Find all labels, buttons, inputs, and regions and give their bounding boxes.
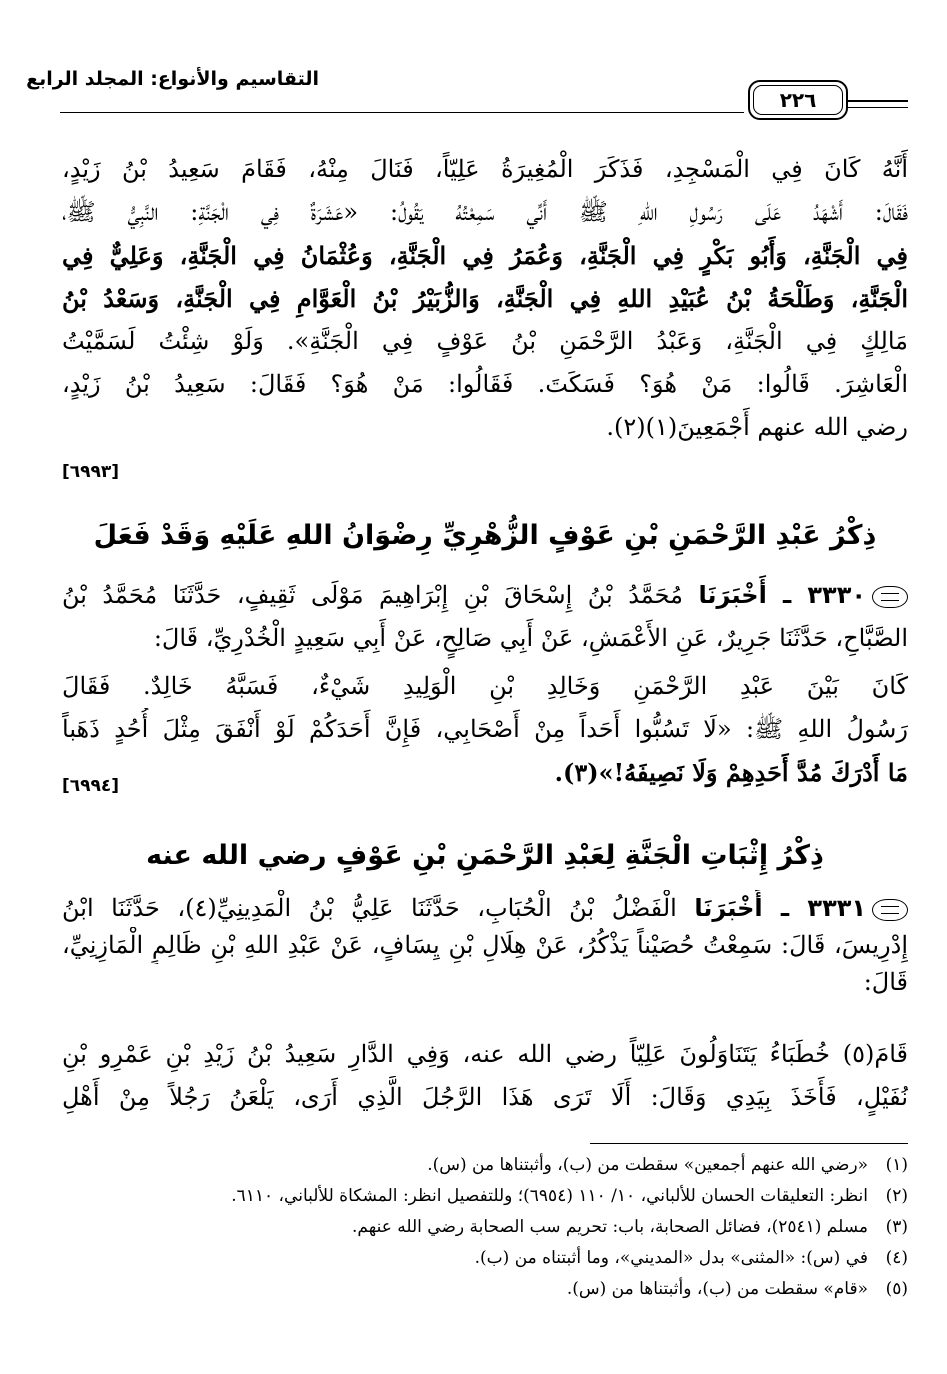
- footnote-text: «قام» سقطت من (ب)، وأثبتناها من (س).: [566, 1279, 868, 1299]
- footnote: [62, 1150, 908, 1181]
- footnote-number: (٤): [885, 1248, 908, 1268]
- hadith-number: ٣٣٣٠ ـ أَخْبَرَنَا: [698, 581, 866, 609]
- text-line: نُفَيْلٍ، فَأَخَذَ بِيَدِي وَقَالَ: أَلَا تَرَى هَذَا الرَّجُلَ الَّذِي أَرَى، يَلْعَنُ رَجُلاً مِنْ أَهْلِ: [62, 1083, 908, 1111]
- footnote-text: انظر: التعليقات الحسان للألباني، ١٠/ ١١٠ (٦٩٥٤)؛ وللتفصيل انظر: المشكاة للألباني، ٦١١٠.: [231, 1186, 868, 1206]
- isnad-line: إِدْرِيسَ، قَالَ: سَمِعْتُ حُصَيْناً يَذْكُرُ، عَنْ هِلَالِ بْنِ يِسَافٍ، عَنْ عَبْدِ اللهِ بْنِ ظَالِمٍ الْمَازِنِيِّ،: [62, 931, 908, 959]
- text-line: الْعَاشِرَ. قَالُوا: مَنْ هُوَ؟ فَسَكَتَ. فَقَالُوا: مَنْ هُوَ؟ فَقَالَ: سَعِيدُ بْنُ زَيْدٍ،: [62, 370, 908, 398]
- isnad-text: مُحَمَّدُ بْنُ إِسْحَاقَ بْنِ إِبْرَاهِيمَ مَوْلَى ثَقِيفٍ، حَدَّثَنَا مُحَمَّدُ بْنُ: [62, 581, 684, 609]
- hadith-text-block-1: [62, 148, 908, 449]
- isnad-line: [62, 890, 908, 927]
- text-line: مَا أَدْرَكَ مُدَّ أَحَدِهِمْ وَلَا نَصِيفَهُ!»(٣).: [554, 758, 908, 787]
- text-line: فَقَالَ: أَشْهَدُ عَلَى رَسُولِ اللهِ ﷺ أَنِّي سَمِعْتُهُ يَقُولُ: «عَشَرَةٌ فِي الْجَنَّةِ: النَّبِيُّ ﷺ،: [62, 198, 908, 226]
- ornament-icon: [872, 899, 908, 921]
- text-line: أَنَّهُ كَانَ فِي الْمَسْجِدِ، فَذَكَرَ الْمُغِيرَةُ عَلِيّاً، فَنَالَ مِنْهُ، فَقَامَ سَعِيدُ بْنُ زَيْدٍ،: [62, 155, 908, 183]
- page-number: ٢٢٦: [779, 88, 817, 112]
- ornament-icon: [872, 586, 908, 608]
- section-heading-1: ذِكْرُ عَبْدِ الرَّحْمَنِ بْنِ عَوْفٍ الزُّهْرِيِّ رِضْوَانُ اللهِ عَلَيْهِ وَقَدْ فَعَلَ: [93, 520, 877, 551]
- footnote: [62, 1212, 908, 1243]
- footnote-text: في (س): «المثنى» بدل «المديني»، وما أثبتناه من (ب).: [474, 1248, 868, 1268]
- hadith-text-block-2: [62, 574, 908, 660]
- text-line: فِي الْجَنَّةِ، وَأَبُو بَكْرٍ فِي الْجَنَّةِ، وَعُمَرُ فِي الْجَنَّةِ، وَعُثْمَانُ فِي الْجَنَّةِ، وَعَلِيٌّ فِي: [62, 241, 908, 270]
- footnote-text: «رضي الله عنهم أجمعين» سقطت من (ب)، وأثبتناها من (س).: [427, 1155, 868, 1175]
- hadith-reference-number: [٦٩٩٣]: [62, 462, 120, 482]
- hadith-number: ٣٣٣١ ـ أَخْبَرَنَا: [694, 894, 867, 922]
- footnote-text: مسلم (٢٥٤١)، فضائل الصحابة، باب: تحريم سب الصحابة رضي الله عنهم.: [352, 1217, 868, 1237]
- footnote: [62, 1181, 908, 1212]
- text-line: الْجَنَّةِ، وَطَلْحَةُ بْنُ عُبَيْدِ اللهِ فِي الْجَنَّةِ، وَالزُّبَيْرُ بْنُ الْعَوَّامِ فِي الْجَنَّةِ، وَسَعْدُ بْنُ: [62, 284, 908, 313]
- footnote-number: (٥): [885, 1279, 908, 1299]
- header-rule-right-thick: [848, 100, 908, 102]
- footnotes: [62, 1150, 908, 1305]
- footnote-number: (٣): [885, 1217, 908, 1237]
- text-line: مَالِكٍ فِي الْجَنَّةِ، وَعَبْدُ الرَّحْمَنِ بْنُ عَوْفٍ فِي الْجَنَّةِ». وَلَوْ شِئْتُ لَسَمَّيْتُ: [62, 327, 908, 355]
- hadith-reference-number: [٦٩٩٤]: [62, 776, 120, 796]
- text-line: كَانَ بَيْنَ عَبْدِ الرَّحْمَنِ وَخَالِدِ بْنِ الْوَلِيدِ شَيْءٌ، فَسَبَّهُ خَالِدٌ. فَقَالَ: [62, 672, 908, 700]
- hadith-text-block-3: [62, 890, 908, 1001]
- footnote-number: (١): [885, 1155, 908, 1175]
- text-line: رضي الله عنهم أَجْمَعِينَ(١)(٢).: [606, 413, 908, 441]
- running-header-title: التقاسيم والأنواع: المجلد الرابع: [26, 68, 319, 90]
- header-rule: [60, 112, 744, 113]
- isnad-line: الصَّبَّاحِ، حَدَّثَنَا جَرِيرٌ، عَنِ الأَعْمَشِ، عَنْ أَبِي صَالِحٍ، عَنْ أَبِي سَعِيدٍ الْخُدْرِيِّ، قَالَ:: [153, 624, 908, 652]
- isnad-text: الْفَضْلُ بْنُ الْحُبَابِ، حَدَّثَنَا عَلِيُّ بْنُ الْمَدِينِيِّ(٤)، حَدَّثَنَا ابْنُ: [62, 894, 677, 922]
- footnote-number: (٢): [885, 1186, 908, 1206]
- section-heading-2: ذِكْرُ إِثْبَاتِ الْجَنَّةِ لِعَبْدِ الرَّحْمَنِ بْنِ عَوْفٍ رضي الله عنه: [146, 840, 824, 871]
- page-number-frame: [748, 80, 848, 120]
- isnad-line: قَالَ:: [863, 968, 908, 996]
- footnote: [62, 1274, 908, 1305]
- text-line: رَسُولُ اللهِ ﷺ: «لَا تَسُبُّوا أَحَداً مِنْ أَصْحَابِي، فَإِنَّ أَحَدَكُمْ لَوْ أَنْفَقَ مِثْلَ أُحُدٍ ذَهَباً: [62, 715, 908, 743]
- footnote: [62, 1243, 908, 1274]
- hadith-matn-block-2: [62, 665, 908, 794]
- header-rule-right-thin: [848, 107, 908, 108]
- isnad-line: [62, 574, 908, 617]
- footnote-separator: [590, 1143, 908, 1144]
- hadith-matn-block-3: [62, 1033, 908, 1119]
- text-line: قَامَ(٥) خُطَبَاءُ يَتَنَاوَلُونَ عَلِيّاً رضي الله عنه، وَفِي الدَّارِ سَعِيدُ بْنُ زَيْدِ بْنِ عَمْرِو بْنِ: [62, 1040, 908, 1068]
